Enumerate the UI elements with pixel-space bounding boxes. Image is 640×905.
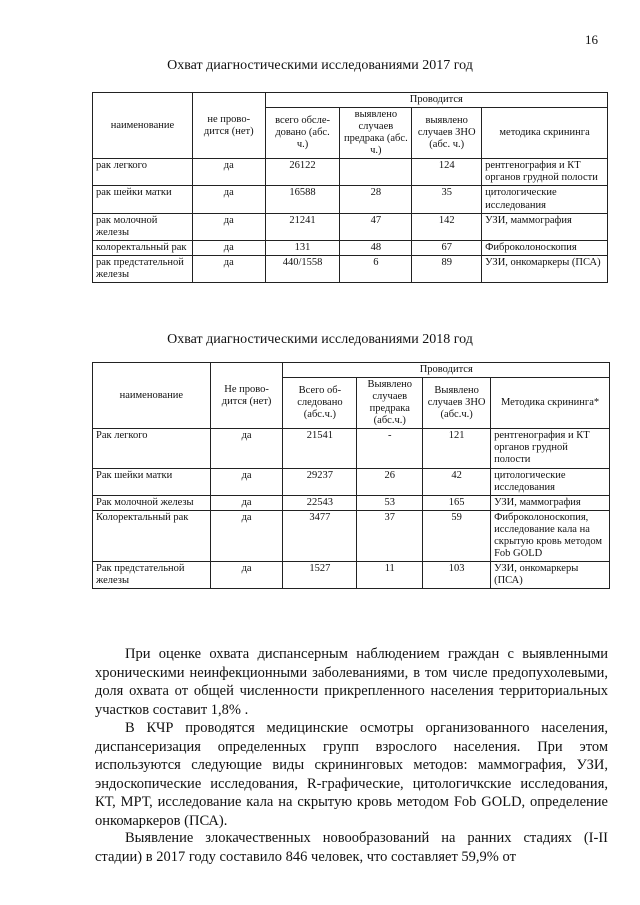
cell-total: 29237 [283, 468, 357, 495]
table-row [93, 213, 608, 240]
cell-precancer: 47 [340, 213, 412, 240]
header-total: Всего об-следовано (абс.ч.) [283, 378, 357, 429]
cell-not-done: да [210, 495, 283, 510]
cell-zno: 67 [412, 240, 482, 255]
header-total: всего обсле-довано (абс. ч.) [265, 108, 340, 159]
cell-method: Фиброколоноскопия, исследование кала на скрытую кровь методом Fob GOLD [491, 510, 610, 561]
table-2018-caption: Охват диагностическими исследованиями 2018 год [167, 332, 473, 347]
cell-zno: 89 [412, 255, 482, 282]
cell-precancer: - [357, 429, 423, 468]
cell-not-done: да [210, 429, 283, 468]
cell-name: рак молочной железы [93, 213, 193, 240]
cell-method: УЗИ, маммография [491, 495, 610, 510]
cell-name: колоректальный рак [93, 240, 193, 255]
header-name: наименование [93, 93, 193, 159]
cell-precancer: 11 [357, 561, 423, 588]
cell-name: рак легкого [93, 159, 193, 186]
cell-method: цитологические исследования [491, 468, 610, 495]
cell-precancer: 48 [340, 240, 412, 255]
table-row [93, 186, 608, 213]
header-group: Проводится [265, 93, 607, 108]
cell-not-done: да [192, 186, 265, 213]
cell-not-done: да [192, 159, 265, 186]
cell-name: рак предстательной железы [93, 255, 193, 282]
cell-not-done: да [210, 468, 283, 495]
cell-name: Рак молочной железы [93, 495, 211, 510]
table-2018 [92, 362, 610, 589]
cell-not-done: да [192, 213, 265, 240]
cell-total: 3477 [283, 510, 357, 561]
header-name: наименование [93, 363, 211, 429]
cell-precancer: 26 [357, 468, 423, 495]
cell-total: 21541 [283, 429, 357, 468]
cell-name: Колоректальный рак [93, 510, 211, 561]
cell-not-done: да [210, 510, 283, 561]
cell-zno: 42 [423, 468, 491, 495]
cell-method: УЗИ, онкомаркеры (ПСА) [482, 255, 608, 282]
cell-total: 1527 [283, 561, 357, 588]
cell-total: 16588 [265, 186, 340, 213]
cell-total: 440/1558 [265, 255, 340, 282]
cell-method: рентгенография и КТ органов грудной полости [491, 429, 610, 468]
cell-precancer [340, 159, 412, 186]
header-group: Проводится [283, 363, 610, 378]
paragraph-early-detection: Выявление злокачественных новообразований на ранних стадиях (I-II стадии) в 2017 году составило 846 человек, что составляет 59,9% от [95, 830, 608, 865]
cell-name: рак шейки матки [93, 186, 193, 213]
cell-zno: 121 [423, 429, 491, 468]
cell-precancer: 6 [340, 255, 412, 282]
table-row [93, 495, 610, 510]
cell-method: УЗИ, онкомаркеры (ПСА) [491, 561, 610, 588]
table-row [93, 510, 610, 561]
cell-zno: 35 [412, 186, 482, 213]
header-precancer: выявлено случаев предрака (абс. ч.) [340, 108, 412, 159]
page-number: 16 [585, 32, 598, 47]
table-row [93, 159, 608, 186]
table-row [93, 429, 610, 468]
cell-method: Фиброколоноскопия [482, 240, 608, 255]
table-row [93, 240, 608, 255]
cell-zno: 103 [423, 561, 491, 588]
table-2017 [92, 92, 608, 283]
table-row [93, 255, 608, 282]
header-method: методика скрининга [482, 108, 608, 159]
cell-total: 21241 [265, 213, 340, 240]
header-precancer: Выявлено случаев предрака (абс.ч.) [357, 378, 423, 429]
header-zno: выявлено случаев ЗНО (абс. ч.) [412, 108, 482, 159]
cell-not-done: да [192, 255, 265, 282]
cell-method: рентгенография и КТ органов грудной полости [482, 159, 608, 186]
header-not-done: Не прово-дится (нет) [210, 363, 283, 429]
cell-zno: 59 [423, 510, 491, 561]
cell-zno: 165 [423, 495, 491, 510]
table-row [93, 468, 610, 495]
paragraph-screening-methods: В КЧР проводятся медицинские осмотры организованного населения, диспансеризация определенных групп взрослого населения. При этом используются следующие виды скрининговых методов: маммография, УЗИ, эндоскопические исследования, R-графические, цитологичкские исследования, КТ, МРТ, исследование кала на скрытую кровь методом Fob GOLD, определение онкомаркеров (ПСА). [95, 720, 608, 829]
cell-not-done: да [192, 240, 265, 255]
cell-precancer: 53 [357, 495, 423, 510]
header-method: Методика скрининга* [491, 378, 610, 429]
cell-total: 26122 [265, 159, 340, 186]
cell-name: Рак предстательной железы [93, 561, 211, 588]
cell-precancer: 28 [340, 186, 412, 213]
cell-name: Рак шейки матки [93, 468, 211, 495]
header-zno: Выявлено случаев ЗНО (абс.ч.) [423, 378, 491, 429]
cell-precancer: 37 [357, 510, 423, 561]
header-not-done: не прово-дится (нет) [192, 93, 265, 159]
cell-total: 131 [265, 240, 340, 255]
cell-method: цитологические исследования [482, 186, 608, 213]
cell-name: Рак легкого [93, 429, 211, 468]
cell-zno: 124 [412, 159, 482, 186]
cell-zno: 142 [412, 213, 482, 240]
paragraph-dispensary-coverage: При оценке охвата диспансерным наблюдением граждан с выявленными хроническими неинфекционными заболеваниями, в том числе предопухолевыми, доля охвата от общей численности прикрепленного населения территориальных участков составит 1,8% . [95, 646, 608, 718]
table-row [93, 561, 610, 588]
table-2017-caption: Охват диагностическими исследованиями 2017 год [167, 58, 473, 73]
cell-not-done: да [210, 561, 283, 588]
cell-method: УЗИ, маммография [482, 213, 608, 240]
cell-total: 22543 [283, 495, 357, 510]
